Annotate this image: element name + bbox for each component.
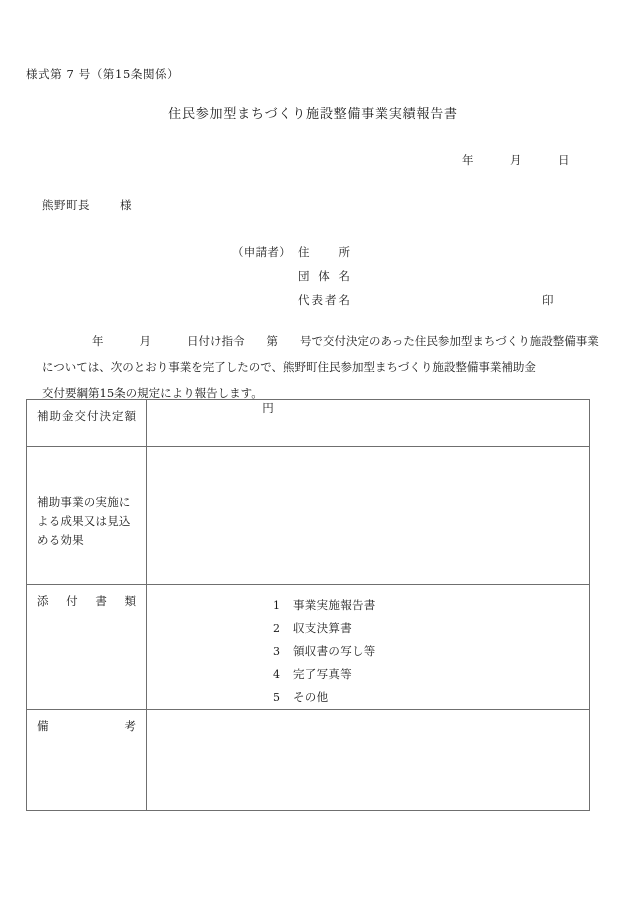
attachment-list [147,594,589,709]
applicant-label-representative: 代表者名 [298,293,350,307]
date-month-label: 月 [510,153,522,167]
addressee-honorific: 様 [120,198,132,212]
currency-unit: 円 [262,401,274,415]
table-cell-value-remarks[interactable] [147,710,590,811]
attachment-number: 4 [273,668,280,681]
table-cell-label-remarks [27,710,147,811]
label-remarks: 備考 [37,719,136,733]
body-paragraph [42,328,599,406]
applicant-label-address: 住所 [298,245,350,259]
addressee-line [42,197,132,213]
effect-entry-area [147,447,589,463]
attachment-text: 事業実施報告書 [293,598,376,612]
label-effect: 補助事業の実施による成果又は見込める効果 [37,495,131,547]
body-month-label: 月 [139,334,151,348]
body-line-2: については、次のとおり事業を完了したので、熊野町住民参加型まちづくり施設整備事業補助金 [42,360,536,374]
attachment-text: 完了写真等 [293,667,352,681]
table-row-grant-amount [27,400,590,447]
body-line-3: 交付要綱第15条の規定により報告します。 [42,386,263,400]
list-item [147,594,589,617]
list-item [147,640,589,663]
attachment-text: 収支決算書 [293,621,352,635]
applicant-prefix: （申請者） [232,245,291,259]
list-item [147,663,589,686]
attachment-text: 領収書の写し等 [293,644,376,658]
applicant-row-representative [232,288,554,312]
attachment-number: 5 [273,691,280,704]
attachment-text: その他 [293,690,329,704]
body-directive-text: 日付け指令 [187,334,245,348]
list-item [147,617,589,640]
table-cell-label-effect [27,447,147,585]
date-year-label: 年 [462,153,474,167]
list-item [147,686,589,709]
label-grant-amount: 補助金交付決定額 [37,409,136,423]
body-line-1 [42,328,599,354]
report-table [26,399,590,811]
attachment-number: 1 [273,599,280,612]
applicant-block [232,240,554,312]
table-cell-label-grant-amount [27,400,147,447]
attachment-number: 2 [273,622,280,635]
table-cell-value-grant-amount[interactable] [147,400,590,447]
label-attachments: 添付書類 [37,594,136,608]
applicant-row-organization [232,264,350,288]
seal-mark: 印 [542,293,554,307]
table-cell-value-attachments [147,585,590,710]
table-row-attachments [27,585,590,710]
table-cell-label-attachments [27,585,147,710]
table-row-effect [27,447,590,585]
remarks-entry-area [147,710,589,726]
attachment-number: 3 [273,645,280,658]
addressee-recipient: 熊野町長 [42,198,90,212]
date-day-label: 日 [558,153,570,167]
date-line [462,152,570,168]
form-number: 様式第 7 号（第15条関係） [26,67,180,81]
body-year-label: 年 [92,334,104,348]
table-row-remarks [27,710,590,811]
page-title: 住民参加型まちづくり施設整備事業実績報告書 [168,107,458,122]
body-line1-tail: 号で交付決定のあった住民参加型まちづくり施設整備事業 [300,334,599,348]
table-cell-value-effect[interactable] [147,447,590,585]
applicant-row-address [232,240,350,264]
body-number-label: 第 [266,334,278,348]
applicant-label-organization: 団体名 [298,269,350,283]
